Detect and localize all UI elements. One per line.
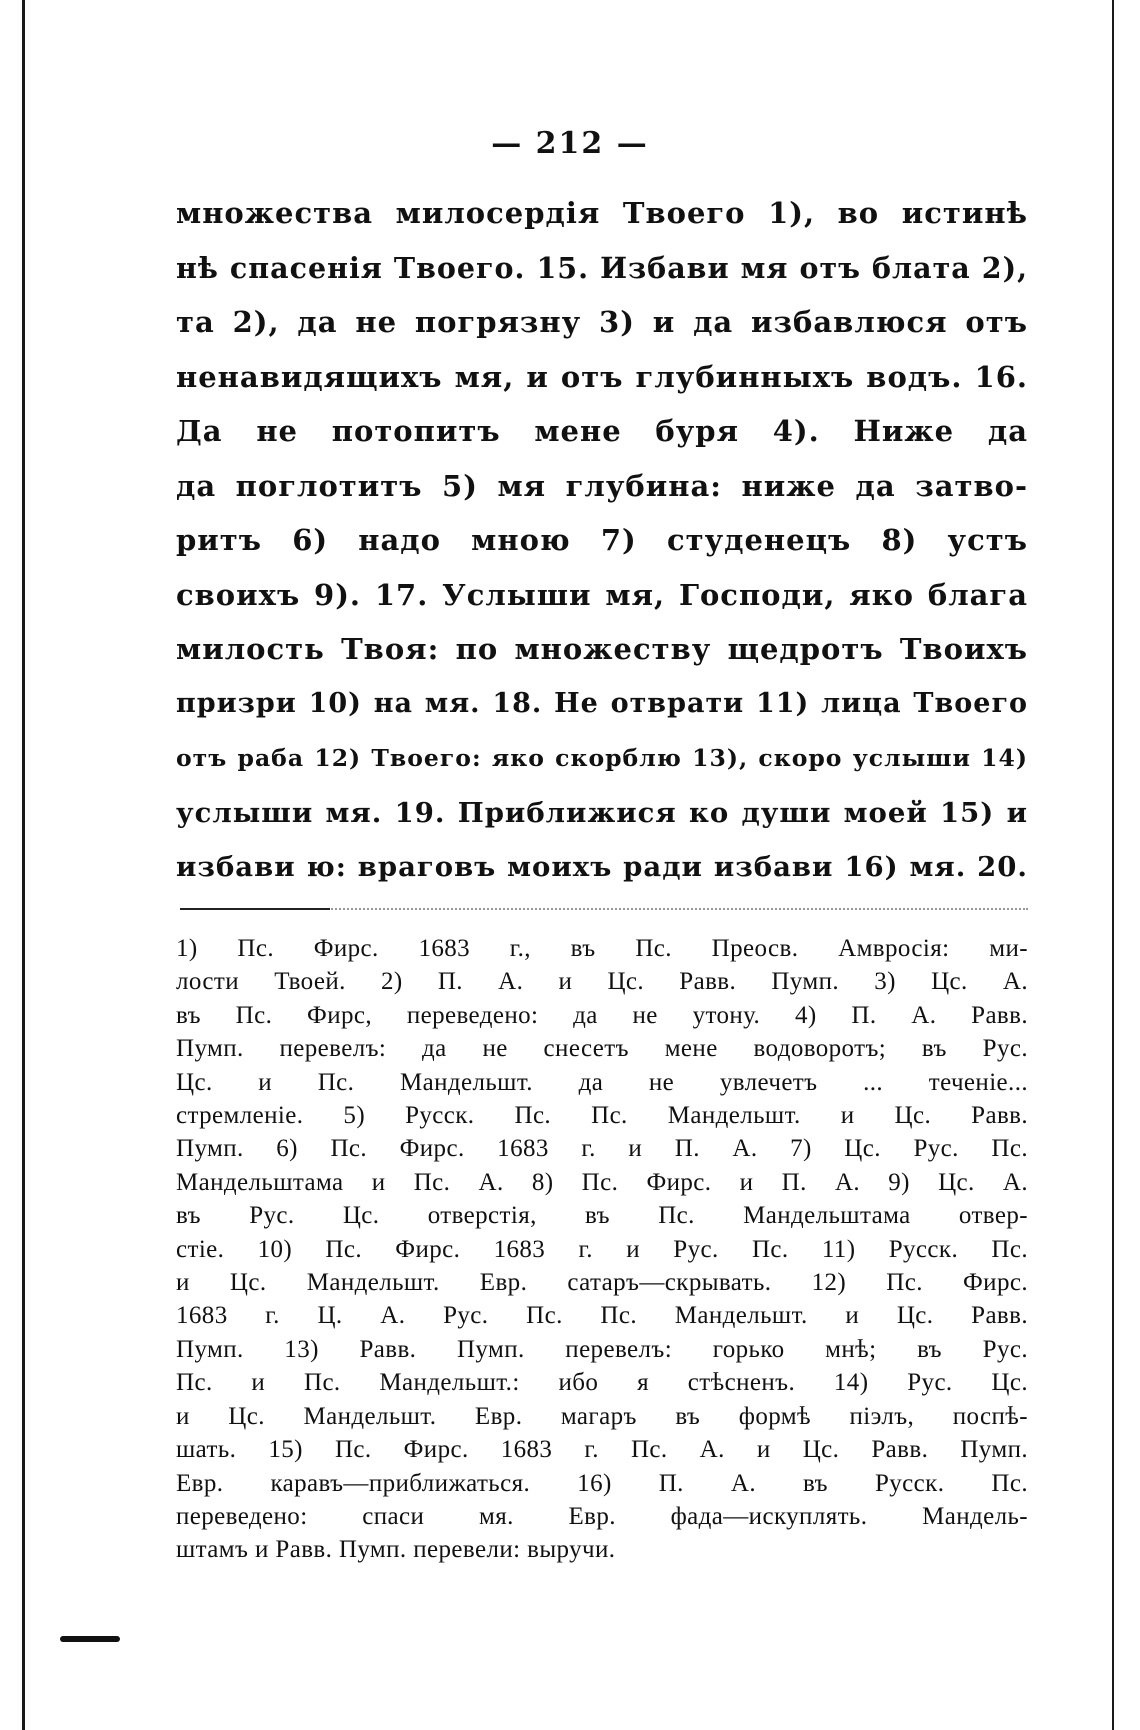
footnote-line: Мандельштама и Пс. А. 8) Пс. Фирс. и П. А. 9) Цс. А.: [176, 1168, 1028, 1196]
main-text-line: да поглотитъ 5) мя глубина: ниже да затво-: [176, 468, 1028, 503]
main-text-line: своихъ 9). 17. Услыши мя, Господи, яко блага: [176, 577, 1028, 612]
footnote-line: стремленіе. 5) Русск. Пс. Пс. Мандельшт. и Цс. Равв.: [176, 1102, 1028, 1130]
footnote-separator: [180, 908, 330, 910]
footnote-line: Пумп. 6) Пс. Фирс. 1683 г. и П. А. 7) Цс. Рус. Пс.: [176, 1135, 1028, 1163]
footnote-line: стіе. 10) Пс. Фирс. 1683 г. и Рус. Пс. 11) Русск. Пс.: [176, 1235, 1028, 1263]
footnote-line: шать. 15) Пс. Фирс. 1683 г. Пс. А. и Цс. Равв. Пумп.: [176, 1436, 1028, 1464]
footnote-line: 1683 г. Ц. А. Рус. Пс. Пс. Мандельшт. и Цс. Равв.: [176, 1302, 1028, 1330]
footnote-line: 1) Пс. Фирс. 1683 г., въ Пс. Преосв. Амвросія: ми-: [176, 935, 1028, 962]
footnotes-block: [176, 932, 1028, 1567]
main-text-block: [176, 186, 1028, 895]
main-text-line: милость Твоя: по множеству щедротъ Твоихъ: [176, 632, 1028, 666]
footnote-line: Цс. и Пс. Мандельшт. да не увлечетъ ... теченіе...: [176, 1068, 1028, 1096]
footnote-line: Пс. и Пс. Мандельшт.: ибо я стѣсненъ. 14) Рус. Цс.: [176, 1369, 1028, 1397]
main-text-line: множества милосердія Твоего 1), во истинѣ: [176, 196, 1028, 230]
footnote-line: и Цс. Мандельшт. Евр. сатаръ—скрывать. 12) Пс. Фирс.: [176, 1269, 1028, 1297]
main-text-line: призри 10) на мя. 18. Не отврати 11) лица Твоего: [176, 687, 1028, 719]
footnote-line: Пумп. перевелъ: да не снесетъ мене водоворотъ; въ Рус.: [176, 1035, 1028, 1063]
footnote-line: въ Рус. Цс. отверстія, въ Пс. Мандельштама отвер-: [176, 1202, 1028, 1230]
main-text-line: ритъ 6) надо мною 7) студенецъ 8) устъ: [176, 523, 1028, 557]
main-text-line: та 2), да не погрязну 3) и да избавлюся отъ: [176, 305, 1028, 339]
main-text-line: ненавидящихъ мя, и отъ глубинныхъ водъ. 16.: [176, 359, 1028, 394]
footnote-line: переведено: спаси мя. Евр. фада—искуплять. Мандель-: [176, 1502, 1028, 1530]
main-text-line: нѣ спасенія Твоего. 15. Избави мя отъ блата 2),: [176, 250, 1028, 285]
main-text-line: отъ раба 12) Твоего: яко скорблю 13), скоро услыши 14): [176, 744, 1028, 772]
footnote-line: въ Пс. Фирс, переведено: да не утону. 4) П. А. Равв.: [176, 1001, 1028, 1029]
footnote-line: Пумп. 13) Равв. Пумп. перевелъ: горько мнѣ; въ Рус.: [176, 1335, 1028, 1363]
scan-right-edge: [1112, 0, 1114, 1730]
footnote-line: лости Твоей. 2) П. А. и Цс. Равв. Пумп. 3) Цс. А.: [176, 968, 1028, 996]
margin-dash-mark: [60, 1636, 120, 1642]
main-text-line: Да не потопитъ мене буря 4). Ниже да: [176, 414, 1028, 448]
footnote-line: штамъ и Равв. Пумп. перевели: выручи.: [176, 1536, 616, 1564]
footnote-line: и Цс. Мандельшт. Евр. магаръ въ формѣ піэлъ, поспѣ-: [176, 1402, 1028, 1430]
main-text-line: услыши мя. 19. Приближися ко души моей 15) и: [176, 796, 1028, 829]
main-text-line: избави ю: враговъ моихъ ради избави 16) мя. 20.: [176, 851, 1028, 883]
scan-left-edge: [22, 0, 25, 1730]
page-number: — 212 —: [491, 126, 649, 161]
footnote-line: Евр. каравъ—приближаться. 16) П. А. въ Русск. Пс.: [176, 1469, 1028, 1497]
